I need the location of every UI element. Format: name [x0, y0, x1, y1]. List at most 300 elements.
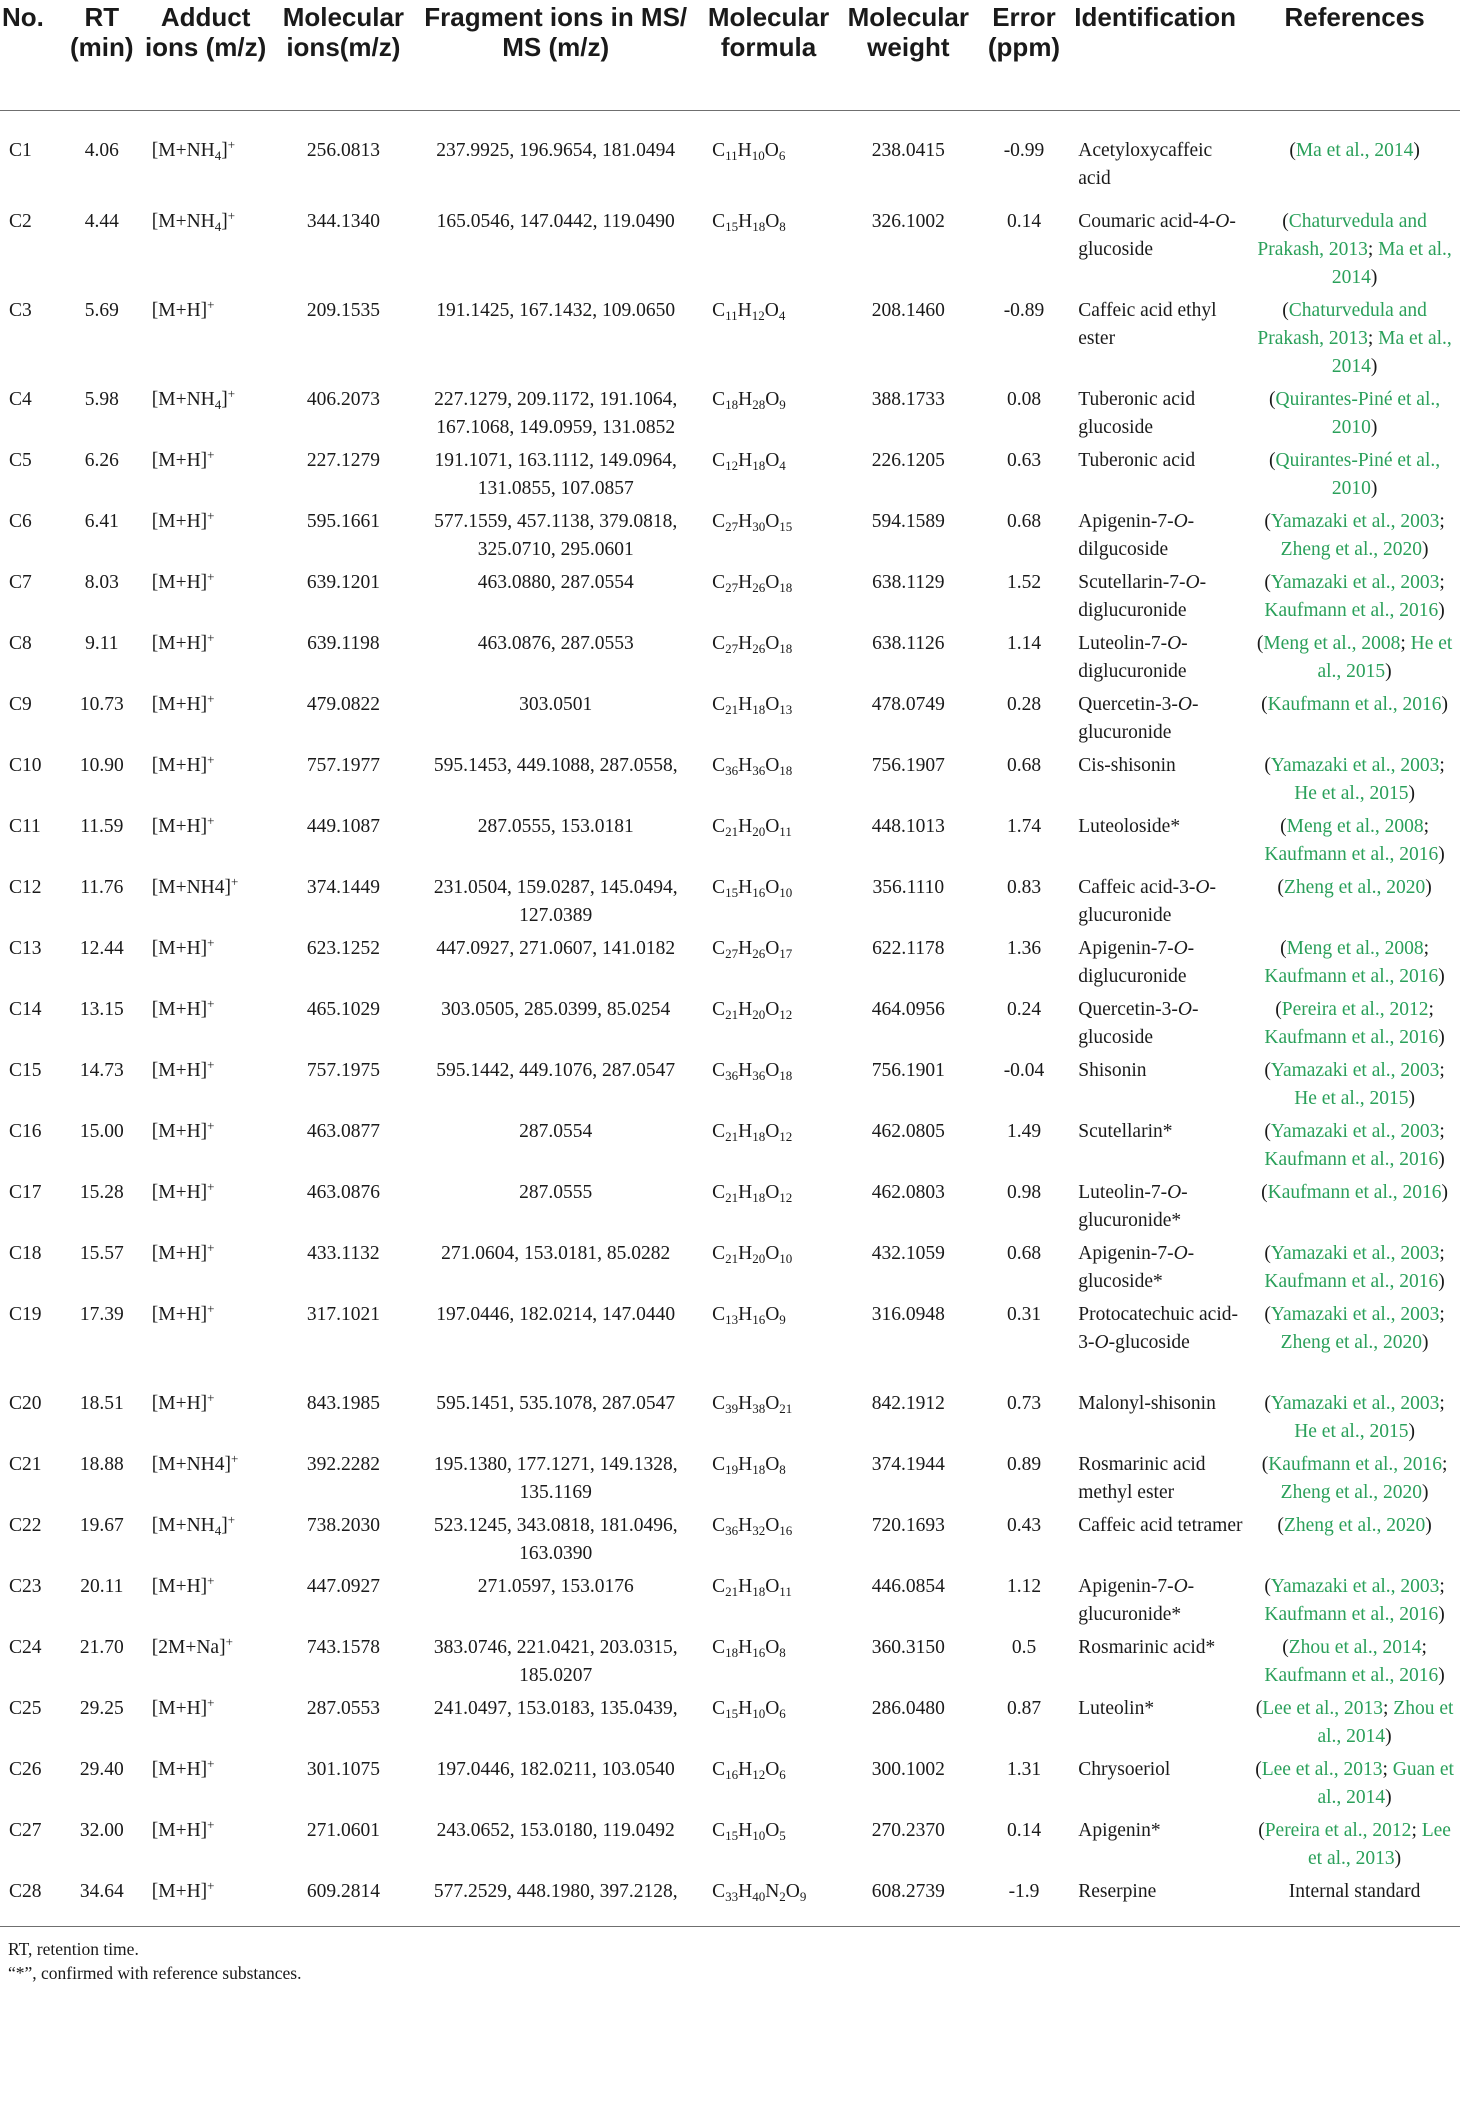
cell-formula: $C_{36}H_{36}O_{18}$: [712, 755, 793, 778]
cell-fragments: 191.1071, 163.1112, 149.0964, 131.0855, 107.0857: [434, 450, 677, 499]
cell-weight: 446.0854: [871, 1576, 945, 1597]
cell-weight: 286.0480: [871, 1698, 945, 1719]
cell-references[interactable]: (Kaufmann et al., 2016): [1261, 1182, 1448, 1203]
cell-rt: 11.59: [80, 816, 124, 837]
cell-no: C1: [9, 140, 32, 161]
cell-adduct: [M+H]+: [151, 1240, 215, 1264]
cell-molecular-ion: 465.1029: [306, 999, 380, 1020]
cell-formula: $C_{18}H_{28}O_9$: [712, 389, 786, 412]
cell-weight: 622.1178: [872, 938, 945, 959]
header-fragments: Fragment ions in MS/ MS (m/z): [413, 0, 698, 111]
cell-fragments: 237.9925, 196.9654, 181.0494: [436, 140, 676, 161]
cell-formula: $C_{39}H_{38}O_{21}$: [712, 1393, 793, 1416]
cell-molecular-ion: 623.1252: [306, 938, 380, 959]
cell-rt: 11.76: [80, 877, 124, 898]
cell-references[interactable]: (Chaturvedula and Prakash, 2013; Ma et al., 2014): [1257, 211, 1452, 288]
cell-molecular-ion: 406.2073: [306, 389, 380, 410]
cell-rt: 5.98: [84, 389, 119, 410]
cell-error: 0.14: [1006, 1820, 1042, 1841]
cell-identification: Reserpine: [1070, 1873, 1249, 1927]
cell-identification: Luteolin-7-O-glucuronide*: [1078, 1182, 1188, 1231]
cell-formula: $C_{21}H_{20}O_{10}$: [712, 1243, 793, 1266]
cell-weight: 300.1002: [871, 1759, 945, 1780]
cell-molecular-ion: 256.0813: [306, 140, 380, 161]
cell-references[interactable]: (Meng et al., 2008; Kaufmann et al., 2016): [1264, 938, 1445, 987]
cell-fragments: 463.0880, 287.0554: [477, 572, 634, 593]
cell-fragments: 595.1451, 535.1078, 287.0547: [436, 1393, 676, 1414]
table-row: [0, 1873, 1460, 1927]
cell-references[interactable]: (Yamazaki et al., 2003; Kaufmann et al., 2016): [1264, 1121, 1445, 1170]
cell-molecular-ion: 447.0927: [306, 1576, 380, 1597]
cell-identification: Caffeic acid-3-O-glucuronide: [1078, 877, 1216, 926]
cell-rt: 5.69: [84, 300, 119, 321]
cell-formula: $C_{13}H_{16}O_9$: [712, 1304, 786, 1327]
cell-adduct: [M+H]+: [151, 752, 215, 776]
cell-no: C21: [9, 1454, 42, 1475]
cell-no: C2: [9, 211, 32, 232]
cell-references[interactable]: (Yamazaki et al., 2003; He et al., 2015): [1264, 1060, 1445, 1109]
cell-no: C23: [9, 1576, 42, 1597]
cell-formula: $C_{33}H_{40}N_2O_9$: [698, 1873, 839, 1927]
cell-formula: $C_{21}H_{18}O_{11}$: [712, 1576, 792, 1599]
cell-weight: 464.0956: [871, 999, 945, 1020]
cell-identification: Malonyl-shisonin: [1078, 1393, 1216, 1414]
table-row: [0, 1235, 1460, 1296]
cell-formula: $C_{36}H_{32}O_{16}$: [712, 1515, 793, 1538]
cell-adduct: [M+H]+: [151, 569, 215, 593]
cell-rt: 6.41: [84, 511, 119, 532]
cell-references[interactable]: (Pereira et al., 2012; Kaufmann et al., 2016): [1264, 999, 1445, 1048]
cell-adduct: [M+H]+: [151, 297, 215, 321]
cell-weight: 720.1693: [871, 1515, 945, 1536]
cell-adduct: [M+H]+: [151, 1695, 215, 1719]
table-row: [0, 292, 1460, 381]
cell-rt: 6.26: [84, 450, 119, 471]
cell-formula: $C_{12}H_{18}O_4$: [712, 450, 786, 473]
cell-adduct: [M+H]+: [151, 447, 215, 471]
cell-no: C25: [9, 1698, 42, 1719]
cell-identification: Acetyloxycaffeic acid: [1078, 140, 1213, 189]
cell-molecular-ion: 463.0876: [306, 1182, 380, 1203]
cell-error: -0.04: [1003, 1060, 1045, 1081]
cell-adduct: [M+H]+: [151, 630, 215, 654]
table-row: [0, 1174, 1460, 1235]
cell-rt: 12.44: [79, 938, 124, 959]
table-row: [0, 1385, 1460, 1446]
cell-adduct: $[M+NH_4]^+$: [151, 386, 236, 412]
cell-no: C24: [9, 1637, 42, 1658]
cell-no: C14: [9, 999, 42, 1020]
cell-fragments: 271.0604, 153.0181, 85.0282: [441, 1243, 671, 1264]
cell-identification: Apigenin-7-O-dilgucoside: [1078, 511, 1195, 560]
cell-identification: Scutellarin-7-O-diglucuronide: [1078, 572, 1207, 621]
cell-error: 1.52: [1006, 572, 1042, 593]
cell-adduct: [M+H]+: [151, 508, 215, 532]
table-row: [0, 747, 1460, 808]
cell-weight: 432.1059: [871, 1243, 945, 1264]
cell-molecular-ion: 433.1132: [307, 1243, 380, 1264]
table-row: [0, 1446, 1460, 1507]
cell-rt: 18.88: [79, 1454, 124, 1475]
cell-weight: 462.0803: [871, 1182, 945, 1203]
cell-identification: Cis-shisonin: [1078, 755, 1176, 776]
cell-no: C17: [9, 1182, 42, 1203]
cell-fragments: 303.0501: [519, 694, 593, 715]
cell-molecular-ion: 287.0553: [306, 1698, 380, 1719]
cell-rt: 4.06: [84, 140, 119, 161]
cell-error: 0.5: [1011, 1637, 1037, 1658]
cell-identification: Tuberonic acid glucoside: [1078, 389, 1196, 438]
cell-no: C10: [9, 755, 42, 776]
footnote-star: “*”, confirmed with reference substances.: [8, 1963, 302, 1983]
header-no: No.: [0, 0, 66, 111]
cell-identification: Caffeic acid ethyl ester: [1078, 300, 1217, 349]
cell-identification: Apigenin-7-O-diglucuronide: [1078, 938, 1195, 987]
cell-error: 1.36: [1006, 938, 1042, 959]
cell-rt: 21.70: [79, 1637, 124, 1658]
cell-formula: $C_{21}H_{18}O_{13}$: [712, 694, 793, 717]
cell-error: 1.74: [1006, 816, 1042, 837]
cell-adduct: [M+NH4]+: [151, 1451, 239, 1475]
cell-formula: $C_{15}H_{10}O_5$: [712, 1820, 786, 1843]
cell-formula: $C_{15}H_{16}O_{10}$: [712, 877, 793, 900]
cell-adduct: [M+H]+: [151, 1573, 215, 1597]
cell-references[interactable]: (Quirantes-Piné et al., 2010): [1269, 389, 1441, 438]
cell-molecular-ion: 301.1075: [306, 1759, 380, 1780]
cell-error: 0.68: [1006, 1243, 1042, 1264]
cell-formula: $C_{21}H_{18}O_{12}$: [712, 1121, 793, 1144]
cell-no: C18: [9, 1243, 42, 1264]
cell-formula: $C_{21}H_{18}O_{12}$: [712, 1182, 793, 1205]
cell-references[interactable]: (Yamazaki et al., 2003; Zheng et al., 2020): [1264, 511, 1445, 560]
cell-error: 0.89: [1006, 1454, 1042, 1475]
header-formula: Molecular formula: [698, 0, 839, 111]
cell-no: C6: [9, 511, 32, 532]
cell-identification: Apigenin-7-O-glucuronide*: [1078, 1576, 1195, 1625]
cell-identification: Apigenin*: [1078, 1820, 1161, 1841]
cell-adduct: [M+H]+: [138, 1873, 274, 1927]
header-weight: Molecular weight: [839, 0, 978, 111]
cell-molecular-ion: 609.2814: [273, 1873, 413, 1927]
cell-fragments: 383.0746, 221.0421, 203.0315, 185.0207: [433, 1637, 678, 1686]
cell-rt: 15.00: [79, 1121, 124, 1142]
cell-formula: $C_{15}H_{18}O_8$: [712, 211, 786, 234]
cell-identification: Quercetin-3-O-glucuronide: [1078, 694, 1199, 743]
cell-error: 0.08: [1006, 389, 1042, 410]
cell-references[interactable]: (Meng et al., 2008; Kaufmann et al., 2016): [1264, 816, 1445, 865]
cell-weight: 756.1901: [871, 1060, 945, 1081]
cell-fragments: 595.1442, 449.1076, 287.0547: [436, 1060, 676, 1081]
cell-rt: 29.40: [79, 1759, 124, 1780]
cell-error: 0.68: [1006, 511, 1042, 532]
cell-fragments: 197.0446, 182.0211, 103.0540: [436, 1759, 675, 1780]
cell-molecular-ion: 271.0601: [306, 1820, 380, 1841]
cell-references[interactable]: (Zhou et al., 2014; Kaufmann et al., 2016): [1264, 1637, 1445, 1686]
cell-molecular-ion: 595.1661: [306, 511, 380, 532]
table-body: [0, 111, 1460, 1927]
cell-molecular-ion: 743.1578: [306, 1637, 380, 1658]
cell-formula: $C_{11}H_{12}O_4$: [712, 300, 786, 323]
cell-no: C27: [9, 1820, 42, 1841]
cell-adduct: [M+H]+: [151, 1817, 215, 1841]
cell-fragments: 243.0652, 153.0180, 119.0492: [436, 1820, 675, 1841]
cell-formula: $C_{27}H_{30}O_{15}$: [712, 511, 793, 534]
cell-references[interactable]: (Zheng et al., 2020): [1277, 877, 1432, 898]
cell-references[interactable]: (Yamazaki et al., 2003; Kaufmann et al., 2016): [1264, 1243, 1445, 1292]
cell-references[interactable]: (Zheng et al., 2020): [1277, 1515, 1432, 1536]
cell-identification: Coumaric acid-4-O-glucoside: [1078, 211, 1236, 260]
table-row: [0, 1629, 1460, 1690]
cell-error: -1.9: [978, 1873, 1071, 1927]
cell-rt: 13.15: [79, 999, 124, 1020]
cell-adduct: $[M+NH_4]^+$: [151, 208, 236, 234]
cell-rt: 17.39: [79, 1304, 124, 1325]
footnote-rt: RT, retention time.: [8, 1939, 139, 1959]
cell-identification: Tuberonic acid: [1078, 450, 1196, 471]
cell-identification: Scutellarin*: [1078, 1121, 1173, 1142]
cell-fragments: 231.0504, 159.0287, 145.0494, 127.0389: [433, 877, 678, 926]
cell-rt: 34.64: [66, 1873, 138, 1927]
cell-references[interactable]: (Kaufmann et al., 2016): [1261, 694, 1448, 715]
cell-references[interactable]: (Yamazaki et al., 2003; Kaufmann et al., 2016): [1264, 572, 1445, 621]
cell-no: C4: [9, 389, 32, 410]
cell-references[interactable]: (Lee et al., 2013; Zhou et al., 2014): [1255, 1698, 1454, 1747]
cell-adduct: [M+H]+: [151, 996, 215, 1020]
cell-identification: Caffeic acid tetramer: [1078, 1515, 1243, 1536]
cell-references[interactable]: (Pereira et al., 2012; Lee et al., 2013): [1258, 1820, 1451, 1869]
cell-adduct: [M+H]+: [151, 813, 215, 837]
cell-references[interactable]: (Kaufmann et al., 2016; Zheng et al., 2020): [1261, 1454, 1448, 1503]
cell-weight: 756.1907: [871, 755, 945, 776]
cell-no: C11: [9, 816, 41, 837]
table-row: [0, 1568, 1460, 1629]
cell-adduct: [M+H]+: [151, 1390, 215, 1414]
cell-fragments: 447.0927, 271.0607, 141.0182: [436, 938, 676, 959]
cell-references[interactable]: (Yamazaki et al., 2003; He et al., 2015): [1264, 1393, 1445, 1442]
cell-no: C16: [9, 1121, 42, 1142]
cell-no: C3: [9, 300, 32, 321]
cell-rt: 29.25: [79, 1698, 124, 1719]
cell-error: 0.73: [1006, 1393, 1042, 1414]
table-row: [0, 442, 1460, 503]
cell-fragments: 595.1453, 449.1088, 287.0558,: [433, 755, 678, 776]
header-rt: RT (min): [66, 0, 138, 111]
cell-formula: $C_{18}H_{16}O_8$: [712, 1637, 786, 1660]
cell-error: 0.68: [1006, 755, 1042, 776]
cell-identification: Rosmarinic acid*: [1078, 1637, 1216, 1658]
cell-molecular-ion: 344.1340: [306, 211, 380, 232]
table-row: [0, 503, 1460, 564]
cell-weight: 638.1126: [872, 633, 945, 654]
cell-rt: 14.73: [79, 1060, 124, 1081]
cell-no: C5: [9, 450, 32, 471]
cell-weight: 238.0415: [871, 140, 945, 161]
cell-fragments: 197.0446, 182.0214, 147.0440: [436, 1304, 676, 1325]
cell-formula: $C_{15}H_{10}O_6$: [712, 1698, 786, 1721]
cell-fragments: 463.0876, 287.0553: [477, 633, 634, 654]
cell-adduct: [M+H]+: [151, 1756, 215, 1780]
cell-molecular-ion: 463.0877: [306, 1121, 380, 1142]
cell-molecular-ion: 479.0822: [306, 694, 380, 715]
cell-molecular-ion: 639.1201: [306, 572, 380, 593]
cell-no: C22: [9, 1515, 42, 1536]
cell-formula: $C_{11}H_{10}O_6$: [712, 140, 786, 163]
cell-weight: 326.1002: [871, 211, 945, 232]
cell-fragments: 271.0597, 153.0176: [477, 1576, 634, 1597]
cell-fragments: 303.0505, 285.0399, 85.0254: [441, 999, 671, 1020]
cell-no: C9: [9, 694, 32, 715]
header-adduct: Adduct ions (m/z): [138, 0, 274, 111]
cell-adduct: [M+H]+: [151, 1057, 215, 1081]
table-row: [0, 930, 1460, 991]
cell-formula: $C_{36}H_{36}O_{18}$: [712, 1060, 793, 1083]
cell-error: 1.49: [1006, 1121, 1042, 1142]
cell-error: 0.31: [1006, 1304, 1042, 1325]
cell-error: 0.87: [1006, 1698, 1042, 1719]
table-row: [0, 625, 1460, 686]
cell-rt: 9.11: [85, 633, 119, 654]
cell-weight: 388.1733: [871, 389, 945, 410]
cell-weight: 638.1129: [872, 572, 945, 593]
table-row: [0, 564, 1460, 625]
cell-identification: Chrysoeriol: [1078, 1759, 1171, 1780]
cell-references[interactable]: (Ma et al., 2014): [1289, 140, 1420, 161]
cell-rt: 15.57: [79, 1243, 124, 1264]
cell-identification: Luteoloside*: [1078, 816, 1181, 837]
cell-adduct: [2M+Na]+: [151, 1634, 233, 1658]
cell-references[interactable]: (Yamazaki et al., 2003; He et al., 2015): [1264, 755, 1445, 804]
cell-no: C12: [9, 877, 42, 898]
cell-fragments: 577.1559, 457.1138, 379.0818, 325.0710, 295.0601: [434, 511, 678, 560]
cell-weight: 356.1110: [872, 877, 945, 898]
cell-no: C26: [9, 1759, 42, 1780]
cell-rt: 10.73: [79, 694, 124, 715]
cell-identification: Luteolin-7-O-diglucuronide: [1078, 633, 1188, 682]
header-references: References: [1249, 0, 1460, 111]
cell-fragments: 287.0555, 153.0181: [477, 816, 634, 837]
table-row: [0, 808, 1460, 869]
cell-weight: 208.1460: [871, 300, 945, 321]
cell-no: C15: [9, 1060, 42, 1081]
cell-error: 0.43: [1006, 1515, 1042, 1536]
cell-error: -0.99: [1003, 140, 1045, 161]
table-row: [0, 111, 1460, 204]
cell-weight: 608.2739: [839, 1873, 978, 1927]
cell-no: C13: [9, 938, 42, 959]
cell-molecular-ion: 639.1198: [307, 633, 380, 654]
cell-references: Internal standard: [1249, 1873, 1460, 1927]
cell-references[interactable]: (Yamazaki et al., 2003; Zheng et al., 2020): [1264, 1304, 1445, 1353]
cell-adduct: [M+H]+: [151, 691, 215, 715]
cell-weight: 842.1912: [871, 1393, 945, 1414]
cell-molecular-ion: 209.1535: [306, 300, 380, 321]
cell-identification: Luteolin*: [1078, 1698, 1155, 1719]
cell-formula: $C_{19}H_{18}O_8$: [712, 1454, 786, 1477]
cell-identification: Protocatechuic acid-3-O-glucoside: [1078, 1304, 1238, 1353]
cell-references[interactable]: (Meng et al., 2008; He et al., 2015): [1256, 633, 1453, 682]
cell-references[interactable]: (Chaturvedula and Prakash, 2013; Ma et al., 2014): [1257, 300, 1452, 377]
cell-error: 1.31: [1006, 1759, 1042, 1780]
cell-formula: $C_{21}H_{20}O_{12}$: [712, 999, 793, 1022]
cell-fragments: 577.2529, 448.1980, 397.2128,: [413, 1873, 698, 1927]
cell-fragments: 195.1380, 177.1271, 149.1328, 135.1169: [433, 1454, 678, 1503]
cell-formula: $C_{16}H_{12}O_6$: [712, 1759, 786, 1782]
cell-rt: 8.03: [84, 572, 119, 593]
cell-molecular-ion: 392.2282: [306, 1454, 380, 1475]
cell-formula: $C_{27}H_{26}O_{18}$: [712, 633, 793, 656]
cell-adduct: [M+H]+: [151, 1301, 215, 1325]
footnotes: [8, 1937, 301, 1985]
header-molecular-ions: Molecular ions(m/z): [273, 0, 413, 111]
cell-rt: 32.00: [79, 1820, 124, 1841]
cell-fragments: 191.1425, 167.1432, 109.0650: [436, 300, 676, 321]
cell-rt: 19.67: [79, 1515, 124, 1536]
header-row: [0, 0, 1460, 111]
header-identification: Identification: [1070, 0, 1249, 111]
cell-fragments: 227.1279, 209.1172, 191.1064, 167.1068, 149.0959, 131.0852: [434, 389, 678, 438]
cell-molecular-ion: 738.2030: [306, 1515, 380, 1536]
cell-fragments: 287.0554: [519, 1121, 593, 1142]
cell-weight: 594.1589: [871, 511, 945, 532]
cell-error: 1.14: [1006, 633, 1042, 654]
table-row: [0, 203, 1460, 292]
table-row: [0, 686, 1460, 747]
cell-error: 0.83: [1006, 877, 1042, 898]
table-row: [0, 991, 1460, 1052]
cell-weight: 462.0805: [871, 1121, 945, 1142]
cell-references[interactable]: (Quirantes-Piné et al., 2010): [1269, 450, 1441, 499]
cell-fragments: 241.0497, 153.0183, 135.0439,: [433, 1698, 678, 1719]
cell-weight: 270.2370: [871, 1820, 945, 1841]
cell-weight: 360.3150: [871, 1637, 945, 1658]
table-row: [0, 1296, 1460, 1385]
cell-references[interactable]: (Yamazaki et al., 2003; Kaufmann et al., 2016): [1264, 1576, 1445, 1625]
cell-identification: Shisonin: [1078, 1060, 1147, 1081]
cell-references[interactable]: (Lee et al., 2013; Guan et al., 2014): [1255, 1759, 1454, 1808]
cell-molecular-ion: 317.1021: [306, 1304, 380, 1325]
table-row: [0, 869, 1460, 930]
cell-identification: Quercetin-3-O-glucoside: [1078, 999, 1199, 1048]
cell-adduct: [M+H]+: [151, 935, 215, 959]
cell-rt: 20.11: [80, 1576, 124, 1597]
cell-error: 0.63: [1006, 450, 1042, 471]
cell-molecular-ion: 757.1975: [306, 1060, 380, 1081]
table-row: [0, 1507, 1460, 1568]
cell-weight: 448.1013: [871, 816, 945, 837]
cell-no: C28: [0, 1873, 66, 1927]
cell-molecular-ion: 843.1985: [306, 1393, 380, 1414]
cell-formula: $C_{21}H_{20}O_{11}$: [712, 816, 792, 839]
cell-formula: $C_{27}H_{26}O_{18}$: [712, 572, 793, 595]
cell-adduct: [M+H]+: [151, 1179, 215, 1203]
cell-rt: 4.44: [84, 211, 119, 232]
cell-adduct: [M+H]+: [151, 1118, 215, 1142]
table-row: [0, 1690, 1460, 1751]
cell-fragments: 165.0546, 147.0442, 119.0490: [436, 211, 675, 232]
cell-weight: 316.0948: [871, 1304, 945, 1325]
table-row: [0, 1812, 1460, 1873]
cell-molecular-ion: 449.1087: [306, 816, 380, 837]
cell-identification: Apigenin-7-O-glucoside*: [1078, 1243, 1195, 1292]
cell-weight: 374.1944: [871, 1454, 945, 1475]
header-error: Error (ppm): [978, 0, 1071, 111]
cell-error: -0.89: [1003, 300, 1045, 321]
cell-error: 0.14: [1006, 211, 1042, 232]
cell-weight: 478.0749: [871, 694, 945, 715]
cell-no: C8: [9, 633, 32, 654]
cell-weight: 226.1205: [871, 450, 945, 471]
cell-no: C7: [9, 572, 32, 593]
